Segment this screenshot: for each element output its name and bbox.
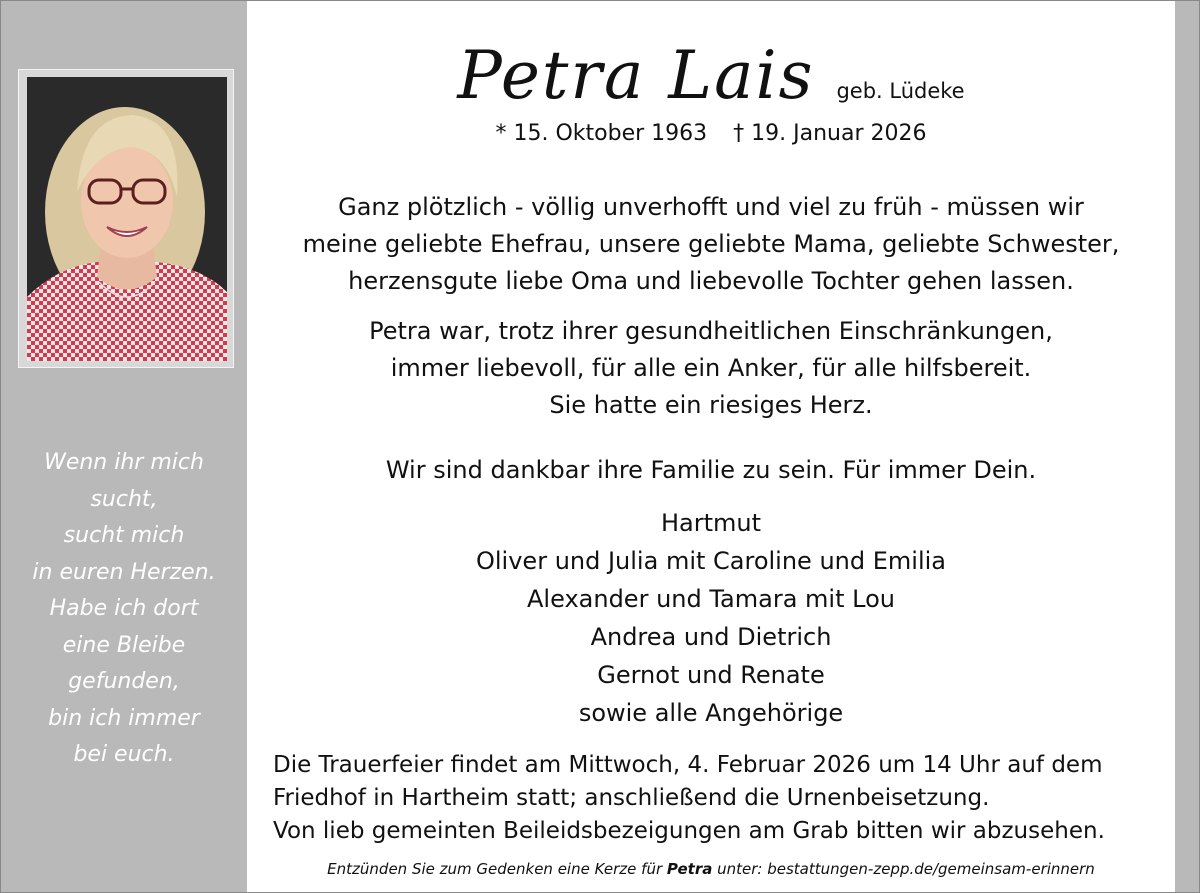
portrait-photo	[27, 77, 227, 361]
portrait-illustration	[27, 77, 227, 361]
poem-line: bei euch.	[73, 742, 175, 767]
family-member: Oliver und Julia mit Caroline und Emilia	[476, 547, 946, 575]
footer-name: Petra	[666, 860, 713, 878]
deceased-name: Petra Lais	[457, 37, 815, 114]
portrait-frame	[18, 69, 234, 368]
service-info	[273, 749, 1173, 848]
main-content	[247, 1, 1175, 892]
text-line: herzensgute liebe Oma und liebevolle Tochter gehen lassen.	[348, 267, 1074, 295]
life-dates	[247, 121, 1175, 146]
heading	[247, 37, 1175, 114]
paragraph-3	[247, 452, 1175, 489]
birth-name: geb. Lüdeke	[836, 79, 965, 103]
poem-line: Wenn ihr mich	[44, 450, 204, 475]
right-sidebar	[1175, 1, 1199, 892]
text-line: Wir sind dankbar ihre Familie zu sein. Für immer Dein.	[385, 456, 1037, 484]
text-line: Petra war, trotz ihrer gesundheitlichen Einschränkungen,	[369, 317, 1053, 345]
text-line: Sie hatte ein riesiges Herz.	[549, 391, 873, 419]
death-date: † 19. Januar 2026	[733, 121, 927, 146]
poem-line: gefunden,	[68, 669, 180, 694]
service-line: Friedhof in Hartheim statt; anschließend die Urnenbeisetzung.	[273, 785, 990, 811]
poem-line: in euren Herzen.	[32, 559, 216, 585]
birth-date: * 15. Oktober 1963	[495, 121, 708, 146]
family-list	[247, 504, 1175, 732]
family-member: Andrea und Dietrich	[590, 623, 832, 651]
family-member: Alexander und Tamara mit Lou	[527, 585, 895, 613]
text-line: immer liebevoll, für alle ein Anker, für alle hilfsbereit.	[390, 354, 1032, 382]
left-sidebar	[1, 1, 247, 892]
poem-line: sucht,	[90, 486, 158, 512]
service-line: Die Trauerfeier findet am Mittwoch, 4. Februar 2026 um 14 Uhr auf dem	[273, 752, 1103, 778]
footer-suffix: unter: bestattungen-zepp.de/gemeinsam-erinnern	[712, 860, 1095, 878]
poem-line: Habe ich dort	[49, 596, 199, 621]
footer-prefix: Entzünden Sie zum Gedenken eine Kerze für	[327, 860, 667, 878]
poem-line: bin ich immer	[48, 705, 200, 731]
poem-line: sucht mich	[63, 523, 185, 548]
family-member: sowie alle Angehörige	[578, 699, 844, 727]
footer-note	[247, 860, 1175, 878]
paragraph-2	[247, 313, 1175, 424]
family-member: Gernot und Renate	[597, 661, 825, 689]
service-line: Von lieb gemeinten Beileidsbezeigungen am Grab bitten wir abzusehen.	[273, 818, 1105, 844]
family-member: Hartmut	[660, 509, 762, 537]
poem	[1, 445, 247, 774]
text-line: meine geliebte Ehefrau, unsere geliebte Mama, geliebte Schwester,	[302, 230, 1120, 258]
paragraph-1	[247, 189, 1175, 300]
poem-line: eine Bleibe	[62, 632, 186, 658]
text-line: Ganz plötzlich - völlig unverhofft und viel zu früh - müssen wir	[338, 193, 1084, 221]
